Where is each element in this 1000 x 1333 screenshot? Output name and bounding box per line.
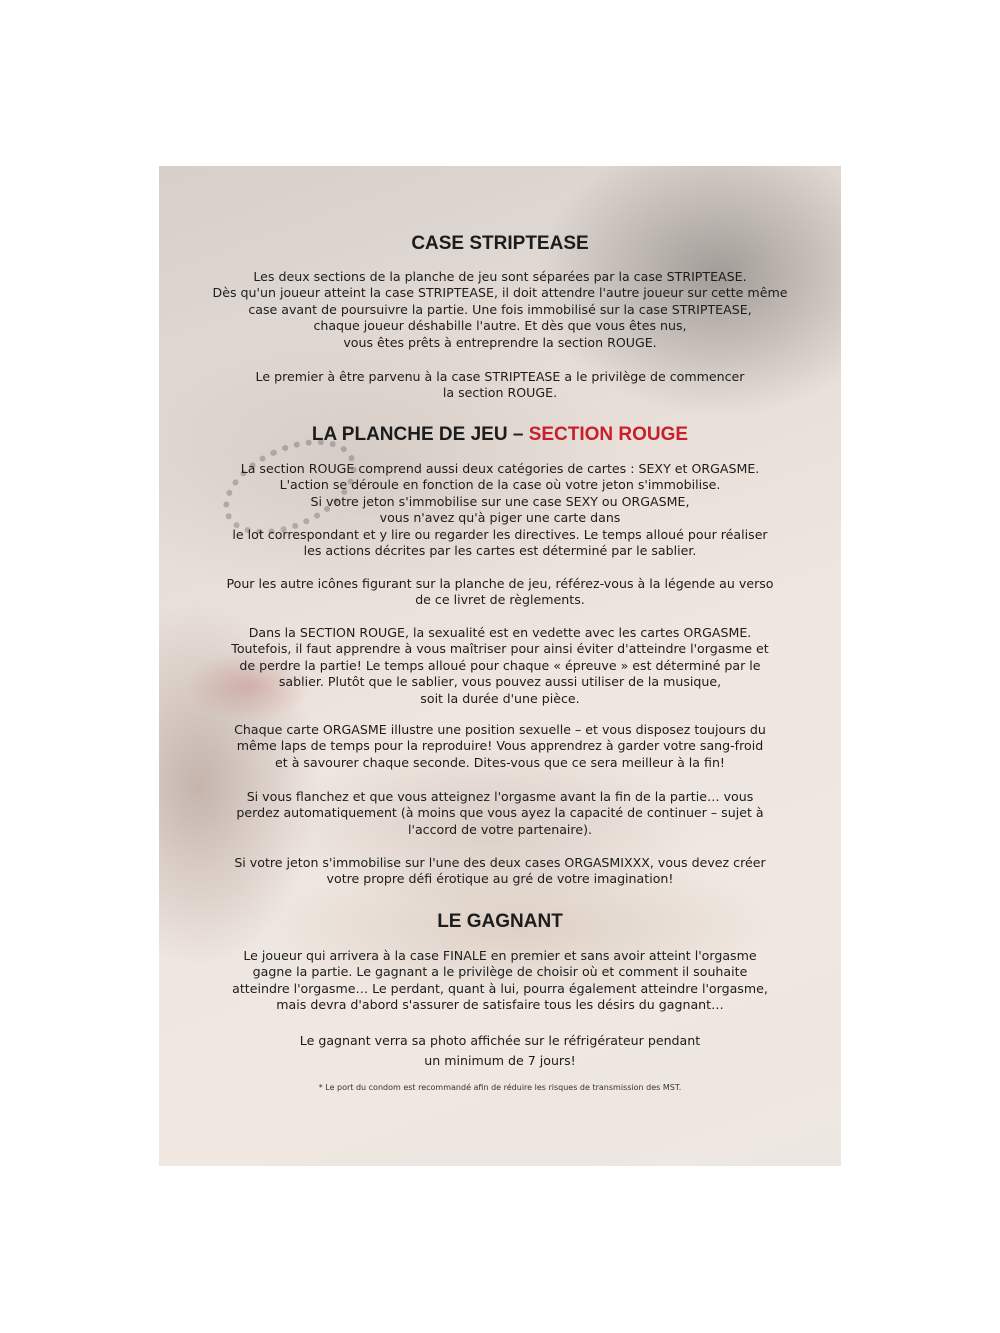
text-line: Si votre jeton s'immobilise sur une case SEXY ou ORGASME, <box>310 493 690 509</box>
text-line: Dans la SECTION ROUGE, la sexualité est en vedette avec les cartes ORGASME. <box>248 625 752 640</box>
text-line: sablier. Plutôt que le sablier, vous pouvez aussi utiliser de la musique, <box>278 674 722 690</box>
text-line: les actions décrites par les cartes est déterminé par le sablier. <box>303 543 697 559</box>
paragraph-rouge-6 <box>159 855 841 888</box>
paragraph-rouge-1 <box>159 461 841 559</box>
text-line: perdez automatiquement (à moins que vous ayez la capacité de continuer – sujet à <box>236 805 764 821</box>
text-line: le lot correspondant et y lire ou regarder les directives. Le temps alloué pour réaliser <box>232 526 768 542</box>
text-line: soit la durée d'une pièce. <box>420 690 580 706</box>
text-line: vous êtes prêts à entreprendre la section ROUGE. <box>343 334 657 350</box>
text-line: de perdre la partie! Le temps alloué pour chaque « épreuve » est déterminé par le <box>239 657 761 673</box>
text-line: vous n'avez qu'à piger une carte dans <box>379 510 621 526</box>
text-line: chaque joueur déshabille l'autre. Et dès que vous êtes nus, <box>313 318 687 334</box>
text-line: l'accord de votre partenaire). <box>407 821 593 837</box>
text-line: de ce livret de règlements. <box>415 592 585 608</box>
text-line: et à savourer chaque seconde. Dites-vous que ce sera meilleur à la fin! <box>275 754 725 770</box>
text-line: mais devra d'abord s'assurer de satisfaire tous les désirs du gagnant… <box>276 997 724 1013</box>
text-line: votre propre défi érotique au gré de votre imagination! <box>326 871 674 887</box>
paragraph-rouge-3 <box>159 625 841 707</box>
heading-red-accent: SECTION ROUGE <box>528 424 689 445</box>
heading-le-gagnant: LE GAGNANT <box>437 911 563 932</box>
paragraph-striptease-2 <box>159 369 841 402</box>
text-line: la section ROUGE. <box>442 385 558 401</box>
heading-prefix: LA PLANCHE DE JEU – <box>311 424 529 445</box>
text-line: Chaque carte ORGASME illustre une position sexuelle – et vous disposez toujours du <box>234 722 766 737</box>
text-line: gagne la partie. Le gagnant a le privilège de choisir où et comment il souhaite <box>252 964 748 980</box>
text-line: même laps de temps pour la reproduire! Vous apprendrez à garder votre sang-froid <box>236 738 764 754</box>
text-line: Si votre jeton s'immobilise sur l'une des deux cases ORGASMIXXX, vous devez créer <box>234 855 766 870</box>
text-line: case avant de poursuivre la partie. Une fois immobilisé sur la case STRIPTEASE, <box>248 301 752 317</box>
text-line: Pour les autre icônes figurant sur la planche de jeu, référez-vous à la légende au verso <box>226 576 774 591</box>
text-line: un minimum de 7 jours! <box>424 1053 576 1068</box>
heading-case-striptease: CASE STRIPTEASE <box>411 233 589 254</box>
text-line: Le joueur qui arrivera à la case FINALE en premier et sans avoir atteint l'orgasme <box>243 948 757 963</box>
text-line: Le premier à être parvenu à la case STRIPTEASE a le privilège de commencer <box>255 369 745 384</box>
paragraph-striptease-1 <box>159 269 841 351</box>
text-line: Toutefois, il faut apprendre à vous maîtriser pour ainsi éviter d'atteindre l'orgasme et <box>231 641 769 657</box>
rules-panel <box>159 166 841 1166</box>
paragraph-rouge-4 <box>159 722 841 771</box>
text-line: L'action se déroule en fonction de la case où votre jeton s'immobilise. <box>279 477 721 493</box>
rules-content <box>159 166 841 1166</box>
footnote: * Le port du condom est recommandé afin de réduire les risques de transmission des MST. <box>318 1083 682 1092</box>
text-line: Dès qu'un joueur atteint la case STRIPTEASE, il doit attendre l'autre joueur sur cette même <box>212 285 788 301</box>
heading-section-rouge <box>159 423 841 447</box>
paragraph-gagnant-1 <box>159 948 841 1014</box>
paragraph-rouge-5 <box>159 789 841 838</box>
text-line: Si vous flanchez et que vous atteignez l'orgasme avant la fin de la partie… vous <box>246 789 754 804</box>
paragraph-rouge-2 <box>159 576 841 609</box>
paragraph-gagnant-2 <box>159 1031 841 1071</box>
text-line: La section ROUGE comprend aussi deux catégories de cartes : SEXY et ORGASME. <box>240 461 760 476</box>
text-line: Les deux sections de la planche de jeu sont séparées par la case STRIPTEASE. <box>253 269 747 284</box>
text-line: Le gagnant verra sa photo affichée sur le réfrigérateur pendant <box>299 1033 701 1048</box>
text-line: atteindre l'orgasme… Le perdant, quant à lui, pourra également atteindre l'orgasme, <box>232 980 768 996</box>
